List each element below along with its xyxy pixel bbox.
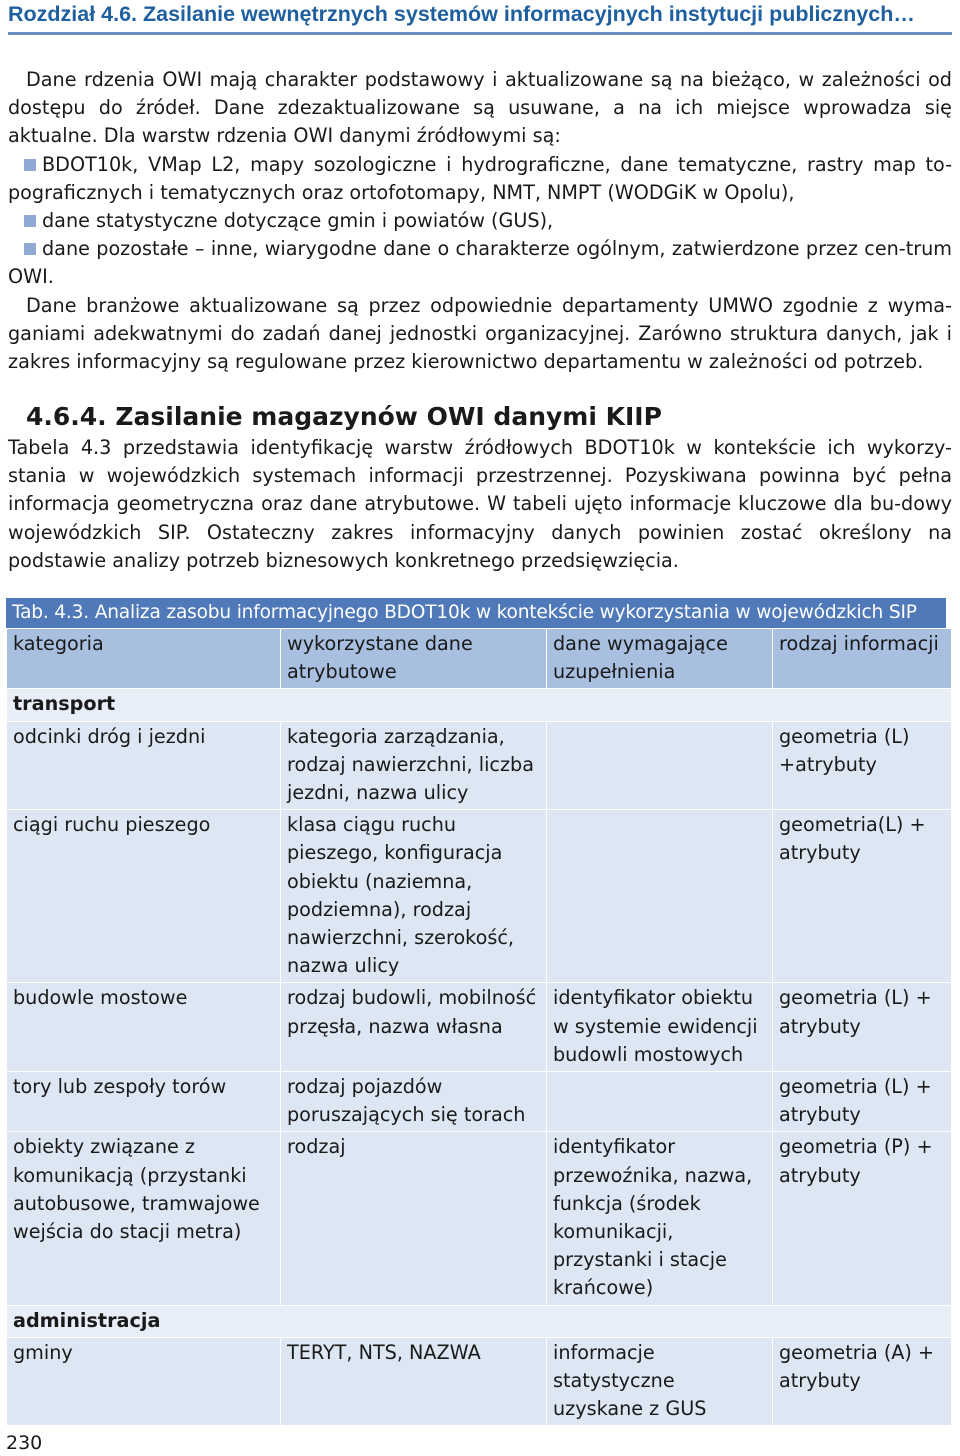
cell-info-type: geometria (P) + atrybuty	[773, 1132, 952, 1305]
column-header-missing-data: dane wymagające uzupełnienia	[547, 629, 773, 689]
bullet-item	[8, 151, 952, 207]
cell-attributes: kategoria zarządzania, rodzaj nawierzchni, liczba jezdni, nazwa ulicy	[281, 721, 547, 810]
page-number: 230	[6, 1432, 43, 1454]
category-label: administracja	[7, 1305, 952, 1337]
cell-info-type: geometria (L) +atrybuty	[773, 721, 952, 810]
section-paragraph: Tabela 4.3 przedstawia identyfikację warstw źródłowych BDOT10k w kontekście ich wykorzy-stania w wojewódzkich systemach informacji przestrzennej. Pozyskiwana powinna być pełna informacja geometryczna oraz dane atrybutowe. W tabeli ujęto informacje kluczowe dla bu-dowy wojewódzkich SIP. Ostateczny zakres informacyjny danych powinien zostać określony na podstawie analizy potrzeb biznesowych konkretnego przedsięwzięcia.	[8, 436, 952, 572]
bullet-text: BDOT10k, VMap L2, mapy sozologiczne i hydrograficzne, dane tematyczne, rastry map to-pograficznych i tematycznych oraz ortofotomapy, NMT, NMPT (WODGiK w Opolu),	[8, 152, 952, 204]
cell-missing-data	[547, 1072, 773, 1132]
intro-line-1: Dane rdzenia OWI mają charakter podstawowy i aktualizowane są na bieżąco, w zależności	[26, 68, 921, 91]
table-row	[7, 1337, 952, 1426]
cell-info-type: geometria (A) + atrybuty	[773, 1337, 952, 1426]
column-header-attributes: wykorzystane dane atrybutowe	[281, 629, 547, 689]
category-label: transport	[7, 689, 952, 721]
cell-attributes: klasa ciągu ruchu pieszego, konfiguracja obiektu (naziemna, podziemna), rodzaj nawierzchni, szerokość, nazwa ulicy	[281, 810, 547, 983]
column-header-category: kategoria	[7, 629, 281, 689]
bullet-square-icon	[24, 243, 36, 255]
table-row	[7, 810, 952, 983]
cell-missing-data: identyfikator obiektu w systemie ewidencji budowli mostowych	[547, 983, 773, 1072]
cell-category: budowle mostowe	[7, 983, 281, 1072]
cell-info-type: geometria (L) + atrybuty	[773, 1072, 952, 1132]
bdot-analysis-table	[6, 628, 952, 1426]
cell-attributes: rodzaj	[281, 1132, 547, 1305]
section-heading: 4.6.4. Zasilanie magazynów OWI danymi KIIP	[26, 402, 662, 431]
bullet-square-icon	[24, 215, 36, 227]
cell-missing-data	[547, 810, 773, 983]
bullet-item	[8, 207, 952, 235]
header-divider	[8, 32, 952, 35]
table-row	[7, 983, 952, 1072]
table-header-row	[7, 629, 952, 689]
bullet-item	[8, 235, 952, 291]
table-row	[7, 1132, 952, 1305]
bullet-square-icon	[24, 159, 36, 171]
branch-data-paragraph: Dane branżowe aktualizowane są przez odpowiednie departamenty UMWO zgodnie z wyma-ganiami adekwatnymi do zadań danej jednostki organizacyjnej. Zarówno struktura danych, jak i zakres informacyjny są regulowane przez kierownictwo departamentu w zależności od potrzeb.	[8, 293, 952, 374]
intro-line-2: od dostępu do źródeł. Dane zdezaktualizowane są usuwane, a na ich miejsce wprowadza się	[8, 68, 952, 120]
cell-info-type: geometria(L) + atrybuty	[773, 810, 952, 983]
cell-attributes: rodzaj pojazdów poruszających się torach	[281, 1072, 547, 1132]
cell-category: odcinki dróg i jezdni	[7, 721, 281, 810]
intro-line-3: aktualne. Dla warstw rdzenia OWI danymi źródłowymi są:	[8, 124, 561, 148]
bullet-text: dane statystyczne dotyczące gmin i powiatów (GUS),	[42, 209, 554, 233]
column-header-info-type: rodzaj informacji	[773, 629, 952, 689]
cell-info-type: geometria (L) + atrybuty	[773, 983, 952, 1072]
cell-category: ciągi ruchu pieszego	[7, 810, 281, 983]
cell-missing-data	[547, 721, 773, 810]
cell-attributes: TERYT, NTS, NAZWA	[281, 1337, 547, 1426]
table-caption: Tab. 4.3. Analiza zasobu informacyjnego BDOT10k w kontekście wykorzystania w wojewódzkich SIP	[6, 598, 946, 628]
intro-text-block	[8, 66, 952, 376]
section-text-block	[8, 434, 952, 575]
running-header: Rozdział 4.6. Zasilanie wewnętrznych systemów informacyjnych instytucji publicznych…	[8, 2, 915, 26]
cell-missing-data: informacje statystyczne uzyskane z GUS	[547, 1337, 773, 1426]
bullet-text: dane pozostałe – inne, wiarygodne dane o charakterze ogólnym, zatwierdzone przez cen-trum OWI.	[8, 237, 952, 289]
category-row-transport	[7, 689, 952, 721]
cell-category: tory lub zespoły torów	[7, 1072, 281, 1132]
cell-category: gminy	[7, 1337, 281, 1426]
cell-attributes: rodzaj budowli, mobilność przęsła, nazwa własna	[281, 983, 547, 1072]
cell-missing-data: identyfikator przewoźnika, nazwa, funkcja (środek komunikacji, przystanki i stacje krańcowe)	[547, 1132, 773, 1305]
category-row-administration	[7, 1305, 952, 1337]
cell-category: obiekty związane z komunikacją (przystanki autobusowe, tramwajowe wejścia do stacji metra)	[7, 1132, 281, 1305]
table-row	[7, 1072, 952, 1132]
intro-paragraph	[8, 66, 952, 151]
table-row	[7, 721, 952, 810]
